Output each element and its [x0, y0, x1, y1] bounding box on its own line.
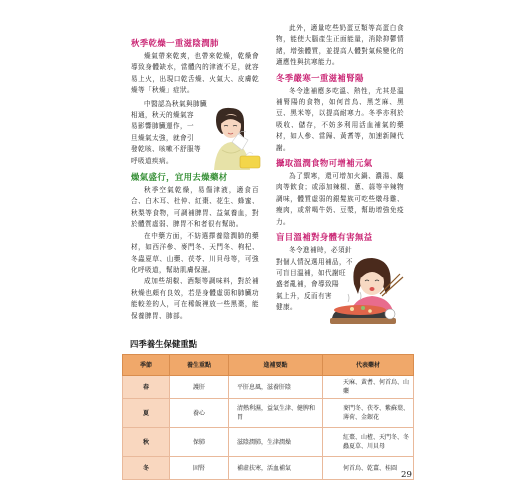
text-line: 盛者亂補，會導致陽: [276, 280, 339, 289]
table-row: [123, 399, 414, 428]
text-line: 相通，秋天的燥氣容: [131, 111, 194, 120]
page-number: 29: [401, 470, 412, 480]
table-cell-season: 冬: [123, 457, 170, 480]
table-cell-tonic: 平肝息風，滋養肝陰: [229, 376, 323, 399]
section-title-dryness-food: 燥氣盛行，宜用去燥藥材: [131, 172, 228, 183]
table-header: 進補要點: [229, 355, 323, 376]
table-cell-focus: 養心: [170, 399, 229, 428]
table-cell-herbs: 紅棗、山楂、天門冬、冬蟲夏草、川貝母: [323, 428, 414, 457]
paragraph-warm-food: 為了禦寒，還可增加火鍋、濃湯、麋肉等飲食；或添加辣椒、蔥、蒜等辛辣物調味，體質虛弱的銀髮族可吃些燉母雞、瘦肉，或常喝牛奶、豆漿，幫助增強免疫力。: [276, 172, 404, 226]
text-line: 可盲目溫補，如代謝旺: [276, 268, 346, 277]
woman-eating-hotpot-illustration: [330, 254, 412, 334]
text-line: 呼吸道疾病。: [131, 156, 173, 165]
table-title: 四季養生保健重點: [130, 339, 197, 349]
table-header: 季節: [123, 355, 170, 376]
table-row: [123, 428, 414, 457]
table-cell-tonic: 滋陰潤肺，生津潤燥: [229, 428, 323, 457]
paragraph-autumn-dry-1: 燥氣帶來乾爽，也帶來乾燥，乾燥會導致身體缺水，當體內的津液不足，就容易上火，出現口乾舌燥、火氣大、皮膚乾燥等「秋燥」症狀。: [131, 52, 259, 95]
paragraph-continuation: 此外，適量吃些奶蛋豆類等高蛋白食物，能使大腦產生正面能量，消除抑鬱情緒，增強體質，並提高人體對氣候變化的適應性與抗寒能力。: [276, 24, 404, 67]
table-cell-tonic: 清熱利濕，益氣生津、健脾和胃: [229, 399, 323, 428]
table-cell-focus: 護肝: [170, 376, 229, 399]
text-line: 發乾咳、咳嗽不舒服等: [131, 145, 201, 154]
table-row: [123, 457, 414, 480]
table-cell-herbs: 天麻、黃耆、何首烏、山藥: [323, 376, 414, 399]
woman-tissue-illustration: [202, 104, 264, 174]
table-cell-herbs: 麥門冬、茯苓、紫蘇葉、薄荷、金銀花: [323, 399, 414, 428]
table-header-row: [123, 355, 414, 376]
table-cell-season: 春: [123, 376, 170, 399]
table-cell-season: 夏: [123, 399, 170, 428]
health-table: [122, 354, 414, 480]
table-cell-tonic: 補虛扶寒，活血補氣: [229, 457, 323, 480]
table-cell-herbs: 何首烏、乾薑、桂圓: [323, 457, 414, 480]
table-header: 養生重點: [170, 355, 229, 376]
left-column: [131, 37, 259, 322]
text-line: 氣上升，反而有害: [276, 291, 332, 300]
paragraph-dryness-food-2: 在中藥方面，不妨選擇養陰潤肺的藥材，如西洋參、麥門冬、天門冬、枸杞、冬蟲夏草、山藥、茯苓、川貝母等，可強化呼吸道，幫助肌膚保濕。: [131, 231, 259, 274]
section-title-warm-food: 攝取溫潤食物可增補元氣: [276, 158, 373, 169]
text-line: 中醫認為秋氣與肺臟: [144, 99, 207, 108]
table-cell-focus: 保肺: [170, 428, 229, 457]
table-row: [123, 376, 414, 399]
table-cell-season: 秋: [123, 428, 170, 457]
text-line: 健康。: [276, 303, 297, 312]
text-line: 旦燥氣太強，就會引: [131, 133, 194, 142]
table-cell-focus: 固腎: [170, 457, 229, 480]
paragraph-dryness-food-3: 成加些胡椒、酒類等調味料，對於補秋燥也頗有良效，若是身體虛弱和肺臟功能較差的人，可在稀飯裡放一些黑棗，能保養脾胃、肺部。: [131, 277, 259, 320]
paragraph-dryness-food-1: 秋季空氣乾燥，易傷津液，適食百合、白木耳、杜仲、紅棗、花生、蜂蜜、秋梨等食物，可調補脾胃、益氣養血，對於體質虛弱、脾胃不和者很有幫助。: [131, 186, 259, 229]
text-line: 對個人情況選用補品，不: [276, 257, 353, 266]
table-header: 代表藥材: [323, 355, 414, 376]
paragraph-winter-cold: 冬令進補應多吃溫、熱性，尤其是溫補腎陽的食物，如何首烏、黑芝麻、黑豆、黑米等，以提高耐寒力。冬季亦利於吸收、儲存，不妨多利用活血補氣的藥材，如人參、當歸、黃耆等，加速新陳代謝。: [276, 86, 404, 152]
text-line: 冬令進補時，必須針: [289, 246, 352, 255]
section-title-blind-tonic: 盲目溫補對身體有害無益: [276, 232, 373, 243]
text-line: 易影響肺臟運作，一: [131, 122, 194, 131]
section-title-winter-cold: 冬季嚴寒一重滋補腎陽: [276, 72, 364, 83]
section-title-autumn-dry: 秋季乾燥一重滋陰潤肺: [131, 38, 219, 48]
